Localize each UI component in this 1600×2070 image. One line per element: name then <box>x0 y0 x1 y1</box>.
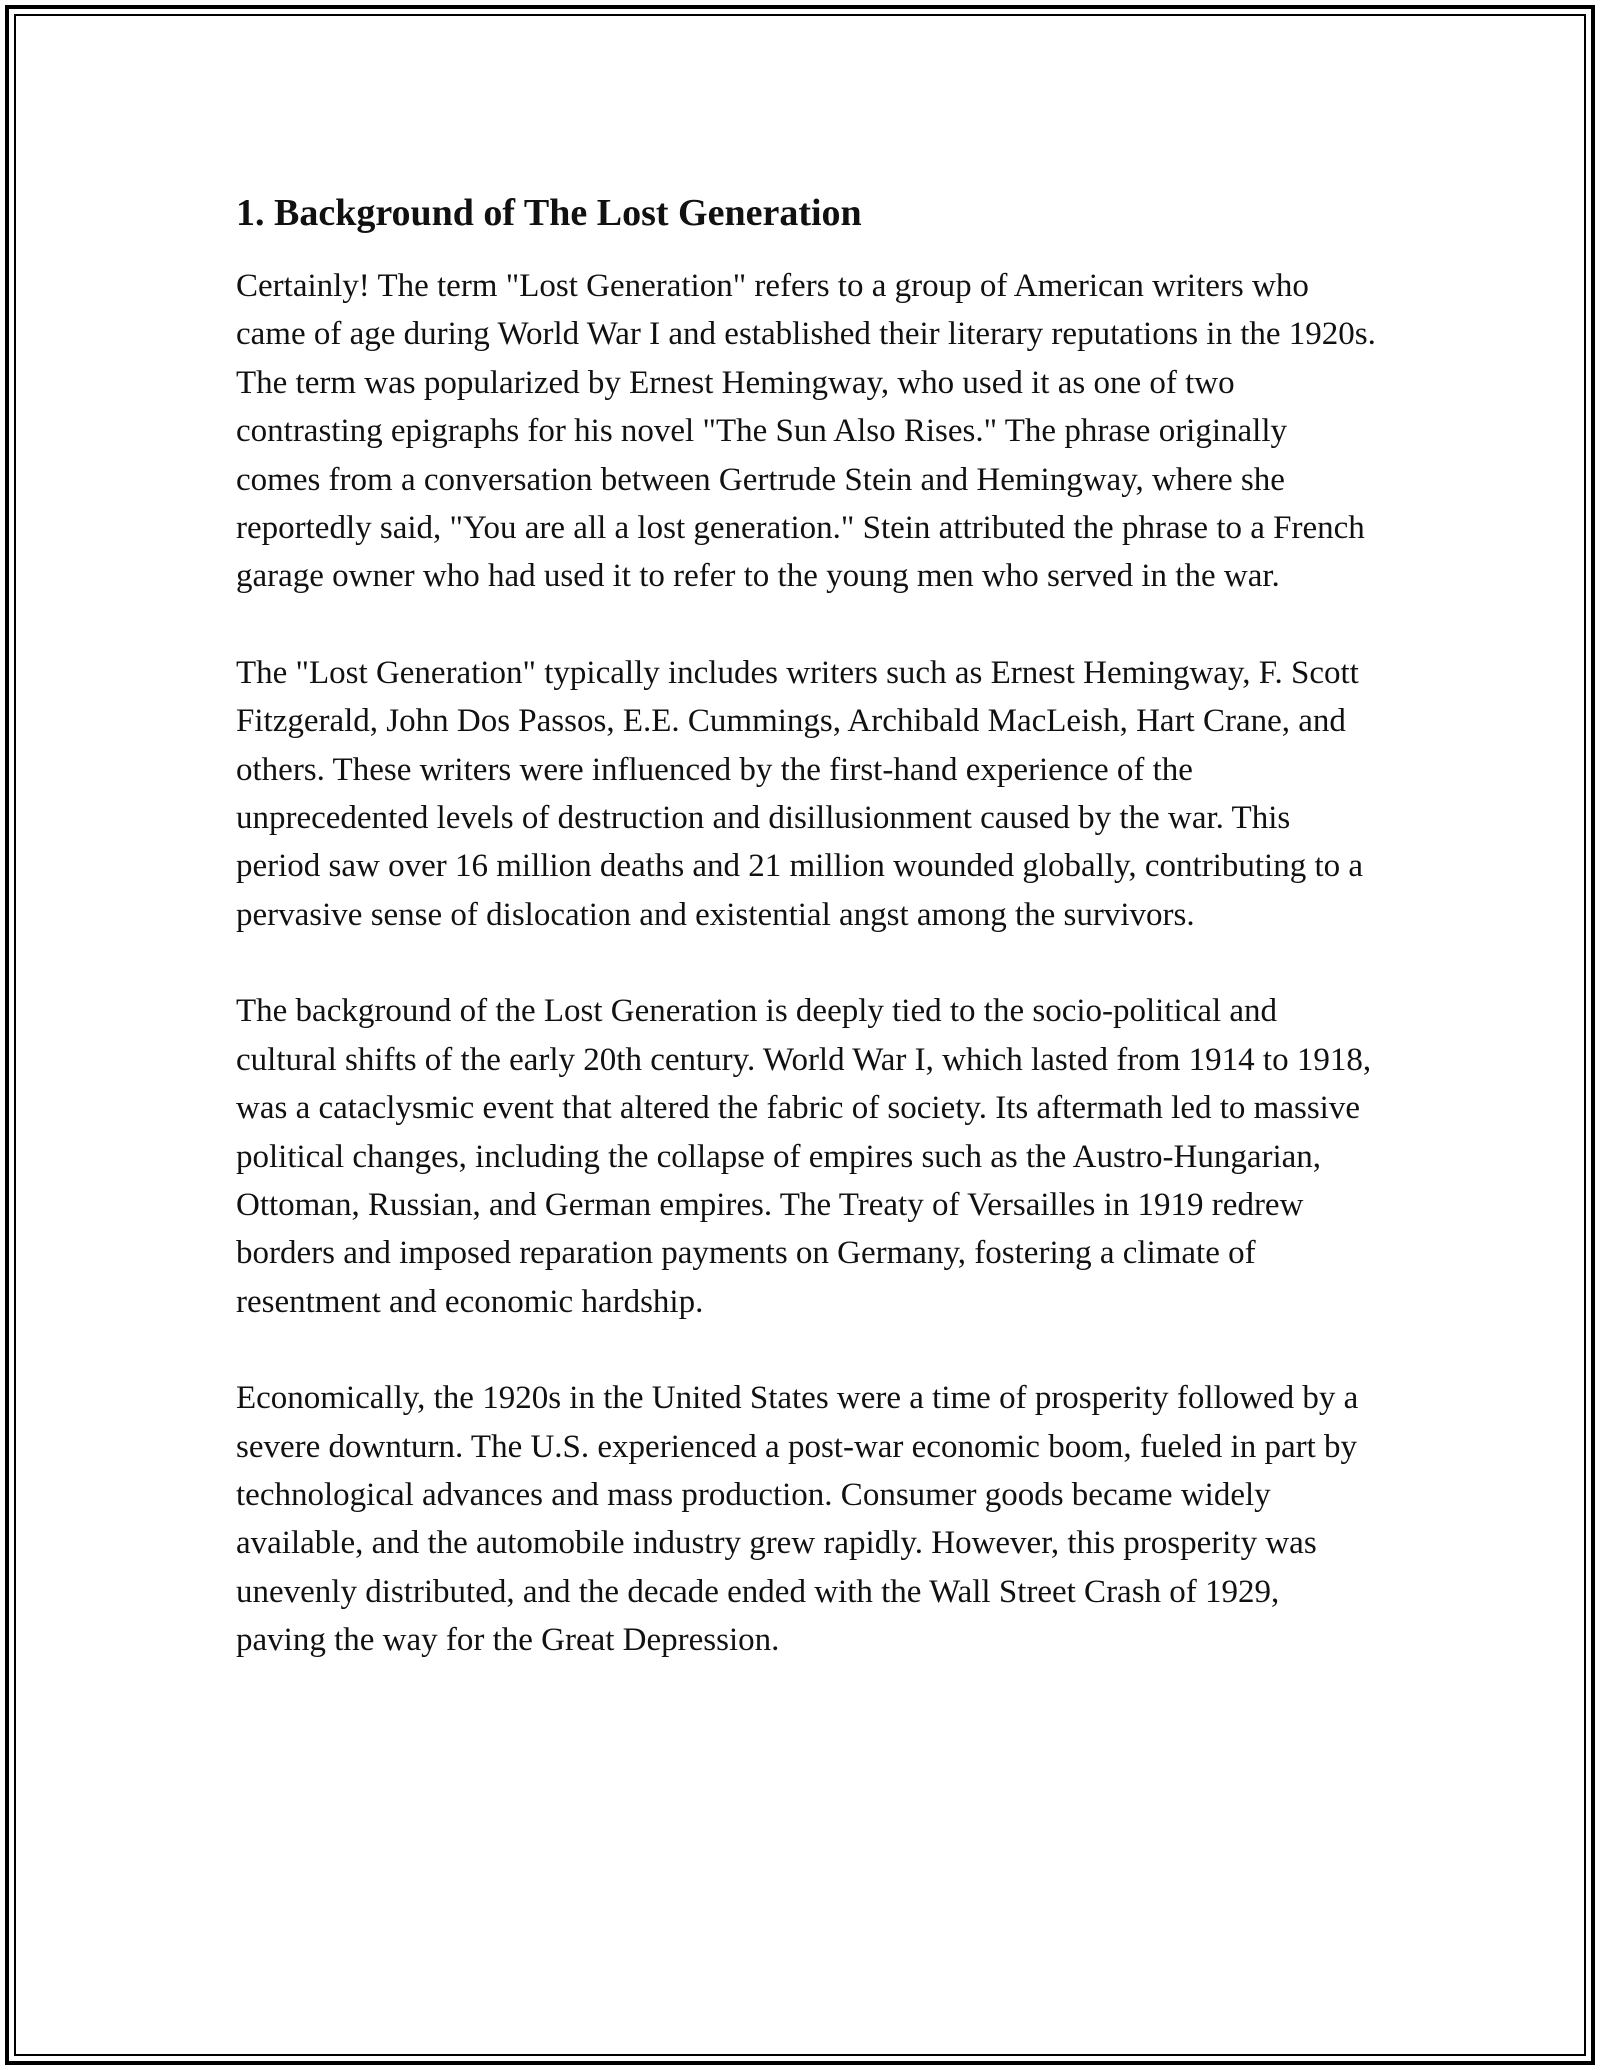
paragraph-economic: Economically, the 1920s in the United States were a time of prosperity followed by a severe downturn. The U.S. experienced a post-war economic boom, fueled in part by technological advances and mass production. Consumer goods became widely available, and the automobile industry grew rapidly. However, this prosperity was unevenly distributed, and the decade ended with the Wall Street Crash of 1929, paving the way for the Great Depression. <box>236 1380 1359 1659</box>
paragraph-origin-of-term: Certainly! The term "Lost Generation" refers to a group of American writers who came of age during World War I and established their literary reputations in the 1920s. The term was popularized by Ernest Hemingway, who used it as one of two contrasting epigraphs for his novel "The Sun Also Rises." The phrase originally comes from a conversation between Gertrude Stein and Hemingway, where she reportedly said, "You are all a lost generation." Stein attributed the phrase to a French garage owner who had used it to refer to the young men who served in the war. <box>236 268 1376 595</box>
paragraph-writers: The "Lost Generation" typically includes writers such as Ernest Hemingway, F. Scott Fitzgerald, John Dos Passos, E.E. Cummings, Archibald MacLeish, Hart Crane, and others. These writers were influenced by the first-hand experience of the unprecedented levels of destruction and disillusionment caused by the war. This period saw over 16 million deaths and 21 million wounded globally, contributing to a pervasive sense of dislocation and existential angst among the survivors. <box>236 654 1364 933</box>
paragraph-socio-political: The background of the Lost Generation is deeply tied to the socio-political and cultural shifts of the early 20th century. World War I, which lasted from 1914 to 1918, was a cataclysmic event that altered the fabric of society. Its aftermath led to massive political changes, including the collapse of empires such as the Austro-Hungarian, Ottoman, Russian, and German empires. The Treaty of Versailles in 1919 redrew borders and imposed reparation payments on Germany, fostering a climate of resentment and economic hardship. <box>236 993 1372 1320</box>
document-body <box>236 186 1376 1713</box>
section-heading: 1. Background of The Lost Generation <box>236 192 862 234</box>
